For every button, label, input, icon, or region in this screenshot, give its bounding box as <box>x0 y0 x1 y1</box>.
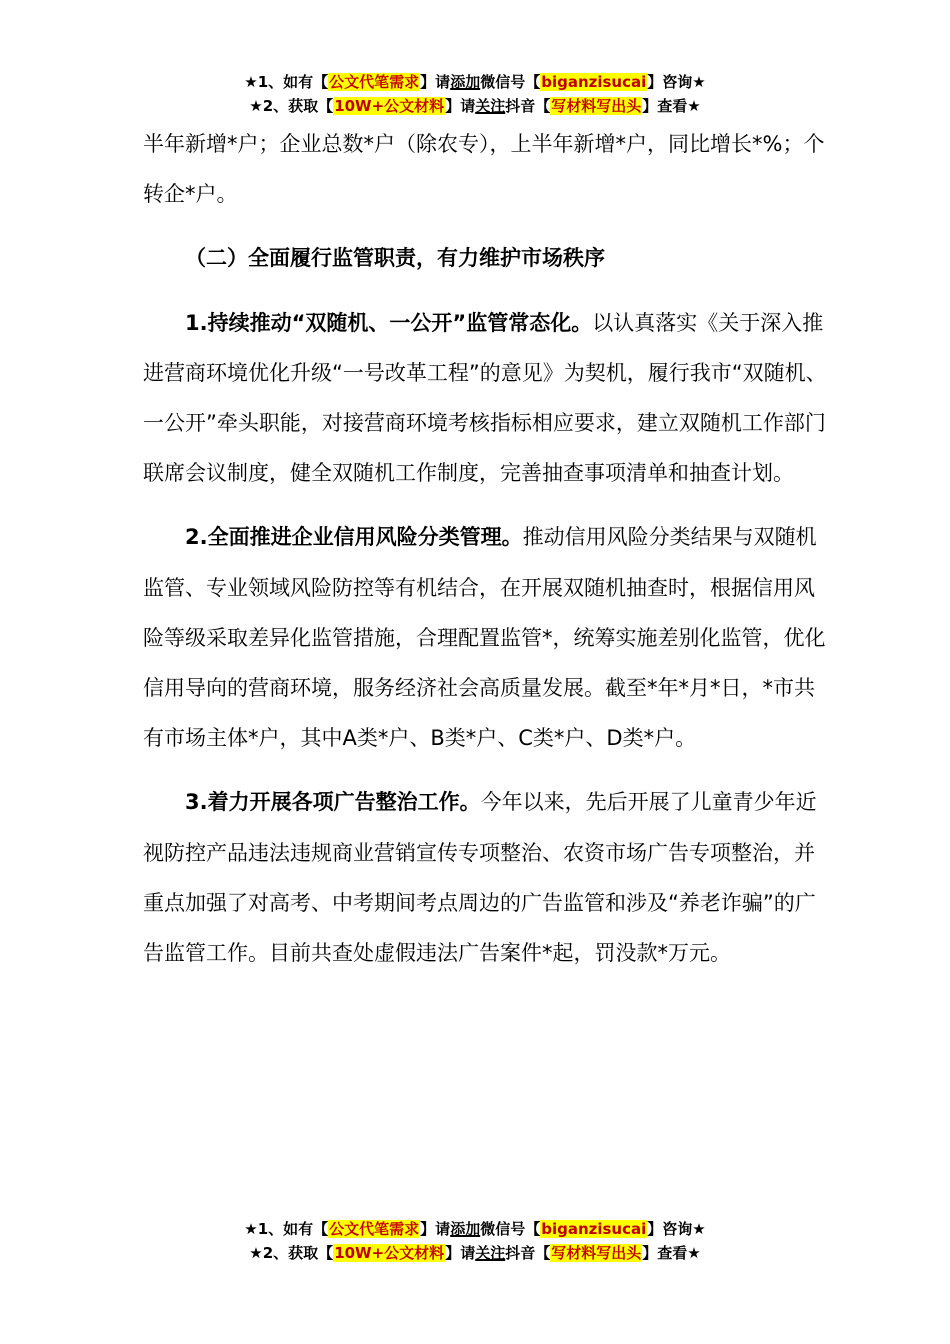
promo-line-2: ★2、获取【10W+公文材料】请关注抖音【写材料写出头】查看★ <box>249 97 701 115</box>
footer-promo-banner <box>0 1217 950 1265</box>
document-body <box>143 119 833 978</box>
section-heading: （二）全面履行监管职责，有力维护市场秩序 <box>185 246 605 271</box>
promo-underline: 关注 <box>475 1244 506 1262</box>
promo-highlight: 公文代笔需求 <box>329 1220 420 1238</box>
item-text: 推动信用风险分类结果与双随机监管、专业领域风险防控等有机结合，在开展双随机抽查时，根据信用风险等级采取差异化监管措施，合理配置监管*，统筹实施差别化监管，优化信用导向的营商环境，服务经济社会高质量发展。截至*年*月*日，*市共有市场主体*户，其中A类*户、B类*户、C类*户、D类*户。 <box>143 525 826 751</box>
item-lead: 1.持续推动“双随机、一公开”监管常态化。 <box>185 310 593 335</box>
item-lead: 2.全面推进企业信用风险分类管理。 <box>185 525 523 550</box>
promo-underline: 关注 <box>475 97 506 115</box>
promo-wechat-id: biganzisucai <box>541 1220 647 1238</box>
promo-highlight: 10W+公文材料 <box>334 97 445 115</box>
promo-line-1: ★1、如有【公文代笔需求】请添加微信号【biganzisucai】咨询★ <box>244 1220 706 1238</box>
promo-douyin-id: 写材料写出头 <box>551 97 642 115</box>
promo-underline: 添加 <box>450 73 481 91</box>
promo-wechat-id: biganzisucai <box>541 73 647 91</box>
header-promo-banner <box>0 70 950 118</box>
paragraph-item-3 <box>143 777 833 978</box>
promo-highlight: 公文代笔需求 <box>329 73 420 91</box>
promo-underline: 添加 <box>450 1220 481 1238</box>
item-lead: 3.着力开展各项广告整治工作。 <box>185 790 481 815</box>
item-text: 以认真落实《关于深入推进营商环境优化升级“一号改革工程”的意见》为契机，履行我市“双随机、一公开”牵头职能，对接营商环境考核指标相应要求，建立双随机工作部门联席会议制度，健全双随机工作制度，完善抽查事项清单和抽查计划。 <box>143 310 827 486</box>
promo-highlight: 10W+公文材料 <box>334 1244 445 1262</box>
promo-line-2: ★2、获取【10W+公文材料】请关注抖音【写材料写出头】查看★ <box>249 1244 701 1262</box>
item-text: 今年以来，先后开展了儿童青少年近视防控产品违法违规商业营销宣传专项整治、农资市场广告专项整治，并重点加强了对高考、中考期间考点周边的广告监管和涉及“养老诈骗”的广告监管工作。目前共查处虚假违法广告案件*起，罚没款*万元。 <box>143 790 817 966</box>
promo-douyin-id: 写材料写出头 <box>551 1244 642 1262</box>
paragraph-continuation: 半年新增*户；企业总数*户（除农专），上半年新增*户，同比增长*%；个转企*户。 <box>143 132 825 207</box>
promo-line-1: ★1、如有【公文代笔需求】请添加微信号【biganzisucai】咨询★ <box>244 73 706 91</box>
paragraph-item-2 <box>143 512 833 763</box>
paragraph-item-1 <box>143 298 833 499</box>
